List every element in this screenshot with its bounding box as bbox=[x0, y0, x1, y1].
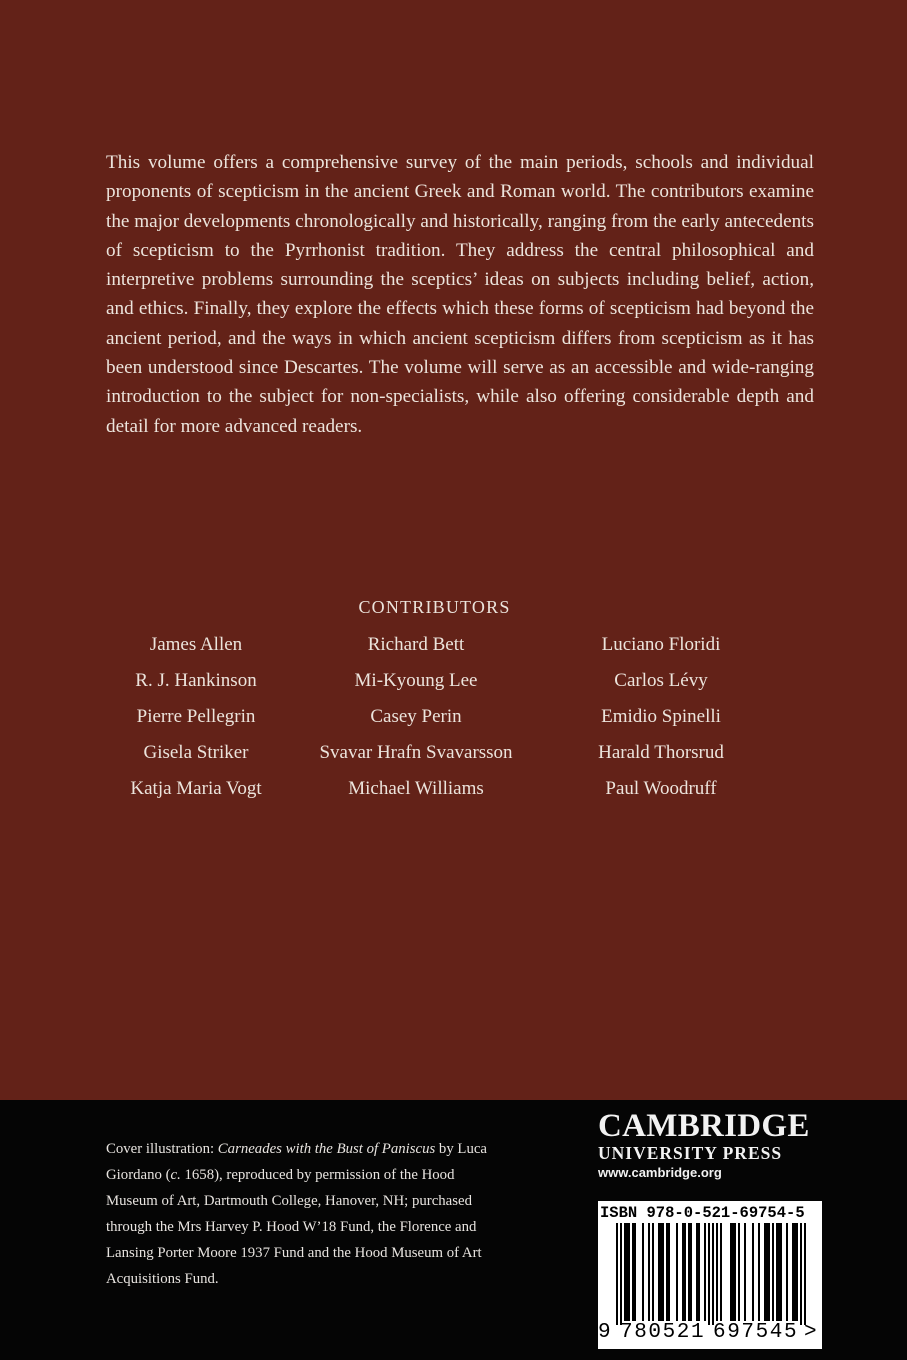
contributor-name: Casey Perin bbox=[370, 706, 462, 727]
barcode-bar bbox=[772, 1223, 774, 1321]
barcode-bar bbox=[652, 1223, 654, 1321]
contributor-name: Richard Bett bbox=[367, 634, 465, 655]
barcode-bar bbox=[776, 1223, 778, 1321]
barcode-guard-bar bbox=[804, 1223, 806, 1325]
barcode-bar bbox=[794, 1223, 796, 1321]
barcode-bar bbox=[732, 1223, 734, 1321]
contributor-name: Gisela Striker bbox=[143, 742, 249, 763]
barcode-guard-bar bbox=[620, 1223, 622, 1325]
barcode-bar bbox=[684, 1223, 686, 1321]
publisher-name: CAMBRIDGE bbox=[598, 1108, 810, 1144]
cover-blurb: This volume offers a comprehensive survey of the main periods, schools and individual proponents of scepticism in the ancient Greek and Roman world. The contributors examine the major developments chronologically and historically, ranging from the early antecedents of scepticism to the Pyrrhonist tradition. They address the central philosophical and interpretive problems surrounding the sceptics’ ideas on subjects including belief, action, and ethics. Finally, they explore the effects which these forms of scepticism had beyond the ancient period, and the ways in which ancient scepticism differs from scepticism as it has been understood since Descartes. The volume will serve as an accessible and wide-ranging introduction to the subject for non-specialists, while also offering considerable depth and detail for more advanced readers. bbox=[106, 152, 814, 437]
barcode-guard-bar bbox=[616, 1223, 618, 1325]
publisher-logo bbox=[598, 1109, 826, 1182]
publisher-subtitle: UNIVERSITY PRESS bbox=[598, 1143, 783, 1163]
contributor-name: Carlos Lévy bbox=[614, 670, 708, 691]
barcode-bar bbox=[676, 1223, 678, 1321]
barcode-bar bbox=[768, 1223, 770, 1321]
barcode-bar bbox=[766, 1223, 768, 1321]
barcode-first-digit: 9 bbox=[598, 1321, 611, 1344]
contributors-heading: CONTRIBUTORS bbox=[358, 597, 511, 617]
barcode-bar bbox=[796, 1223, 798, 1321]
barcode-bar bbox=[780, 1223, 782, 1321]
publisher-url: www.cambridge.org bbox=[598, 1165, 722, 1180]
contributor-name: R. J. Hankinson bbox=[135, 670, 257, 691]
barcode-bar bbox=[764, 1223, 766, 1321]
barcode-guard-bar bbox=[708, 1223, 710, 1325]
barcode-end-mark: > bbox=[804, 1321, 817, 1344]
barcode-bar bbox=[752, 1223, 754, 1321]
barcode-bar bbox=[642, 1223, 644, 1321]
contributor-name: Paul Woodruff bbox=[605, 778, 717, 799]
barcode-bar bbox=[698, 1223, 700, 1321]
contributor-name: Harald Thorsrud bbox=[598, 742, 724, 763]
barcode-bar bbox=[786, 1223, 788, 1321]
barcode-bar bbox=[660, 1223, 662, 1321]
barcode-bar bbox=[666, 1223, 668, 1321]
artwork-title: Carneades with the Bust of Paniscus bbox=[217, 1141, 436, 1157]
credit-by: by Luca Giordano ( bbox=[106, 1141, 488, 1183]
contributor-name: Pierre Pellegrin bbox=[136, 706, 256, 727]
barcode-bar bbox=[696, 1223, 698, 1321]
barcode-bar bbox=[792, 1223, 794, 1321]
isbn-barcode-box bbox=[598, 1201, 822, 1349]
barcode-guard-bar bbox=[800, 1223, 802, 1325]
contributor-name: Mi-Kyoung Lee bbox=[354, 670, 478, 691]
footer-band bbox=[0, 1100, 907, 1360]
credit-rest: 1658), reproduced by permission of the Hood Museum of Art, Dartmouth College, Hanover, NH; purchased through the Mrs Harvey P. Hood W’18 Fund, the Florence and Lansing Porter Moore 1937 Fund and the Hood Museum of Art Acquisitions Fund. bbox=[106, 1167, 482, 1287]
credit-circa: c. bbox=[170, 1167, 181, 1183]
barcode-bar bbox=[778, 1223, 780, 1321]
barcode-right-digits: 697545 bbox=[713, 1321, 799, 1344]
barcode-bar bbox=[690, 1223, 692, 1321]
contributor-name: Luciano Floridi bbox=[601, 634, 721, 655]
barcode-bar bbox=[730, 1223, 732, 1321]
barcode-bar bbox=[668, 1223, 670, 1321]
barcode-guard-bar bbox=[712, 1223, 714, 1325]
barcode-bar bbox=[662, 1223, 664, 1321]
barcode-bar bbox=[716, 1223, 718, 1321]
contributor-name: Svavar Hrafn Svavarsson bbox=[319, 742, 513, 763]
barcode-bar bbox=[720, 1223, 722, 1321]
barcode-bar bbox=[734, 1223, 736, 1321]
barcode-bar bbox=[758, 1223, 760, 1321]
barcode-bar bbox=[658, 1223, 660, 1321]
barcode-bar bbox=[624, 1223, 626, 1321]
barcode-bar bbox=[648, 1223, 650, 1321]
barcode-bar bbox=[704, 1223, 706, 1321]
contributor-name: Katja Maria Vogt bbox=[130, 778, 262, 799]
barcode-bar bbox=[632, 1223, 634, 1321]
barcode-bar bbox=[744, 1223, 746, 1321]
barcode-bar bbox=[738, 1223, 740, 1321]
barcode-bar bbox=[682, 1223, 684, 1321]
barcode bbox=[598, 1223, 822, 1325]
contributor-name: James Allen bbox=[149, 634, 243, 655]
barcode-left-digits: 780521 bbox=[620, 1321, 706, 1344]
credit-prefix: Cover illustration: bbox=[106, 1141, 218, 1157]
barcode-bar bbox=[688, 1223, 690, 1321]
contributor-name: Michael Williams bbox=[348, 778, 484, 799]
barcode-bar bbox=[634, 1223, 636, 1321]
isbn-label: ISBN 978-0-521-69754-5 bbox=[600, 1204, 805, 1222]
cover-illustration-credit bbox=[106, 1136, 506, 1292]
barcode-bar bbox=[628, 1223, 630, 1321]
barcode-bar bbox=[626, 1223, 628, 1321]
contributors-list bbox=[96, 627, 789, 807]
contributor-name: Emidio Spinelli bbox=[601, 706, 721, 727]
